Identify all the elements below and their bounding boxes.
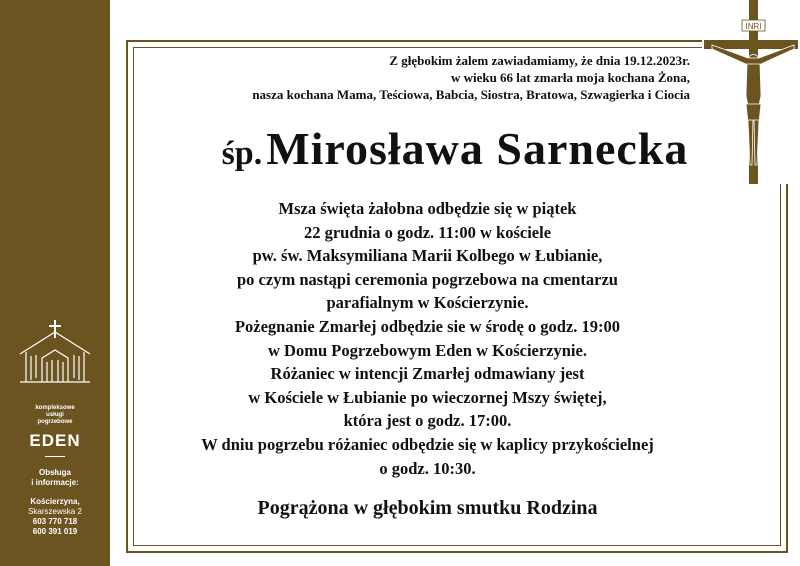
family-signature: Pogrążona w głębokim smutku Rodzina [257,497,598,519]
details-line: pw. św. Maksymiliana Marii Kolbego w Łubianie, [252,246,603,266]
details-line: w Domu Pogrzebowym Eden w Kościerzynie. [268,340,587,360]
intro-text [150,52,690,103]
details-line: Różaniec w intencji Zmarłej odmawiany jest [270,364,585,384]
contact-street: Skarszewska 2 [28,507,82,516]
info-heading [0,468,110,488]
contact-city: Kościerzyna, [30,497,80,506]
intro-line: Z głębokim żalem zawiadamiamy, że dnia 19.12.2023r. [389,53,690,68]
contact-block [0,497,110,537]
contact-phone: 600 391 019 [32,527,78,536]
inri-label: INRI [745,22,762,31]
tagline-line: usługi [46,412,64,418]
deceased-name-heading [140,122,770,175]
details-line: o godz. 10:30. [379,458,476,478]
brand-name: EDEN [29,431,81,450]
brand-underline [45,456,65,457]
details-line: po czym nastąpi ceremonia pogrzebowa na cmentarzu [237,269,618,289]
chapel-logo-icon [14,318,96,390]
intro-line: nasza kochana Mama, Teściowa, Babcia, Siostra, Bratowa, Szwagierka i Ciocia [252,87,690,102]
sidebar [0,0,110,566]
details-line: Pożegnanie Zmarłej odbędzie sie w środę o godz. 19:00 [234,316,621,336]
tagline-line: pogrzebowe [37,419,73,425]
contact-phone: 603 770 718 [32,517,78,526]
details-line: Msza święta żałobna odbędzie się w piątek [278,199,577,218]
intro-line: w wieku 66 lat zmarła moja kochana Żona, [450,70,690,85]
name-prefix: śp. [221,135,263,172]
brand-tagline [0,405,110,426]
deceased-name: Mirosława Sarnecka [266,123,689,174]
details-line: parafialnym w Kościerzynie. [326,293,529,313]
ceremony-details [140,197,715,480]
tagline-line: kompleksowe [35,405,75,411]
info-line: Obsługa [38,468,71,477]
details-line: 22 grudnia o godz. 11:00 w kościele [303,222,552,242]
info-line: i informacje: [31,478,79,487]
details-line: w Kościele w Łubianie po wieczornej Mszy świętej, [248,387,607,407]
details-line: W dniu pogrzebu różaniec odbędzie się w kaplicy przykościelnej [201,434,654,454]
details-line: która jest o godz. 17:00. [343,411,512,431]
